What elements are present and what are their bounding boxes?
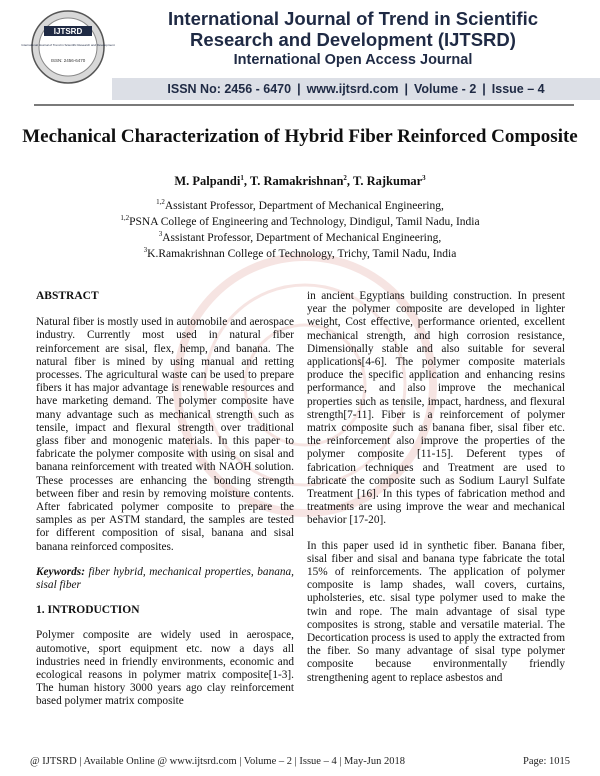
journal-subtitle: International Open Access Journal	[233, 52, 473, 68]
affiliation-line: $^3$K.Ramakrishnan College of Technology, Trichy, Tamil Nadu, India	[143, 246, 457, 260]
logo-journal-name: International Journal of Trend in Scientific Research and Development	[21, 43, 115, 47]
intro-text: Polymer composite are widely used in aerospace, automotive, sport equipment etc. now a days all industries need in friendly environments, economic and ecological reasons in polymer matrix composite[1-3]. The human history 3000 years ago clay reinforcement based polymer matrix composite	[36, 629, 294, 708]
body-paragraph: in ancient Egyptians building construction. In present year the polymer composite are developed in lighter weight, Cost effective, performance oriented, excellent mechanical strength, and high corrosion resistance, Dimensionally stable and also suitable for several applications[4-6]. The polymer composite materials produce the specific application and enhancing resins performance, and also improve the mechanical properties such as tensile, impact, hardness, and flexural strength[7-11]. Fiber is a reinforcement of polymer matrix composite such as banana fiber, sisal fiber etc. the reinforcement also improve the properties of the polymer composite [11-15]. Deferent types of fabrication techniques and Treatment are used to fabricate the composite such as Sodium Lauryl Sulfate Treatment [16]. In this types of fabrication method and treatments are using improve the wear and mechanical behavior [17-20].	[307, 290, 565, 527]
page-number: Page: 1015	[523, 756, 570, 767]
affiliation-line: $^3$Assistant Professor, Department of Mechanical Engineering,	[158, 230, 442, 244]
paper-title: Mechanical Characterization of Hybrid Fiber Reinforced Composite	[22, 126, 578, 147]
issue-label: Issue – 4	[491, 82, 545, 96]
keywords-label: Keywords:	[36, 565, 85, 578]
journal-header	[0, 0, 600, 106]
issn-bar: ISSN No: 2456 - 6470 | www.ijtsrd.com | Volume - 2 | Issue – 4	[112, 78, 600, 100]
author-list: M. Palpandi$^1$, T. Ramakrishnan$^2$, T. Rajkumar$^3$	[174, 174, 426, 189]
left-column	[36, 290, 294, 709]
author-name: T. Rajkumar	[352, 174, 423, 189]
volume-label: Volume - 2	[413, 82, 477, 96]
journal-title	[118, 8, 588, 50]
journal-website[interactable]: www.ijtsrd.com	[306, 82, 399, 96]
body-paragraph: In this paper used id in synthetic fiber. Banana fiber, sisal fiber and sisal and banana type fabricate the total 15% of reinforcements. The application of polymer composite is lamp shades, wall covers, curtains, upholsteries, etc. sisal type polymer used to make the twin and rope. The main advantage of sisal type composites is strong, stable and versatile material. The Decortication process is used to apply the extracted from the fiber. So many advantage of sisal type polymer composite because environmentally friendly strengthening agent to replace asbestos and	[307, 539, 565, 684]
abstract-heading: ABSTRACT	[36, 290, 99, 302]
keywords	[36, 566, 294, 592]
author-name: M. Palpandi	[174, 174, 241, 189]
issn-number: ISSN No: 2456 - 6470	[167, 82, 292, 96]
ijtsrd-logo	[21, 6, 115, 88]
journal-title-line1: International Journal of Trend in Scientific	[167, 8, 539, 29]
right-column	[307, 290, 565, 685]
author-sup: 3	[422, 174, 426, 182]
author-sup: 1	[240, 174, 244, 182]
affiliation-line: $^{1,2}$PSNA College of Engineering and Technology, Dindigul, Tamil Nadu, India	[120, 214, 480, 228]
author-name: T. Ramakrishnan	[249, 174, 344, 189]
affiliation-line: $^{1,2}$Assistant Professor, Department of Mechanical Engineering,	[156, 198, 444, 212]
header-rule	[34, 104, 574, 106]
intro-heading: 1. INTRODUCTION	[36, 604, 140, 617]
author-sup: 2	[343, 174, 347, 182]
logo-issn: ISSN: 2456-6470	[50, 58, 86, 63]
abstract-text: Natural fiber is mostly used in automobile and aerospace industry. Currently most used in natural fiber reinforcement are sisal, flex, hemp, and banana. The natural fiber is mined by using manual and retting processes. The agricultural waste can be used to prepare fibers it has major advantage is renewable resources and have marketing demand. The polymer composite have many advantage such as mechanical strength such as tensile, impact and flexural strength over traditional glass fiber and monogenic materials. In this paper to fabricate the polymer composite with using on sisal and banana reinforcement with treated with NAOH solution. These processes are enhancing the bonding strength between fiber and resin by removing moisture contents. After fabricated polymer composite to prepare the samples as per ASTM standard, the samples are tested for different composition of sisal, banana and sisal banana reinforced composites.	[36, 316, 294, 553]
footer-citation: @ IJTSRD | Available Online @ www.ijtsrd.com | Volume – 2 | Issue – 4 | May-Jun 2018	[30, 756, 406, 767]
logo-acronym: IJTSRD	[53, 27, 83, 36]
keywords-text: fiber hybrid, mechanical properties, banana, sisal fiber	[36, 565, 294, 592]
page-footer	[30, 756, 570, 767]
journal-title-line2: Research and Development (IJTSRD)	[190, 29, 516, 50]
